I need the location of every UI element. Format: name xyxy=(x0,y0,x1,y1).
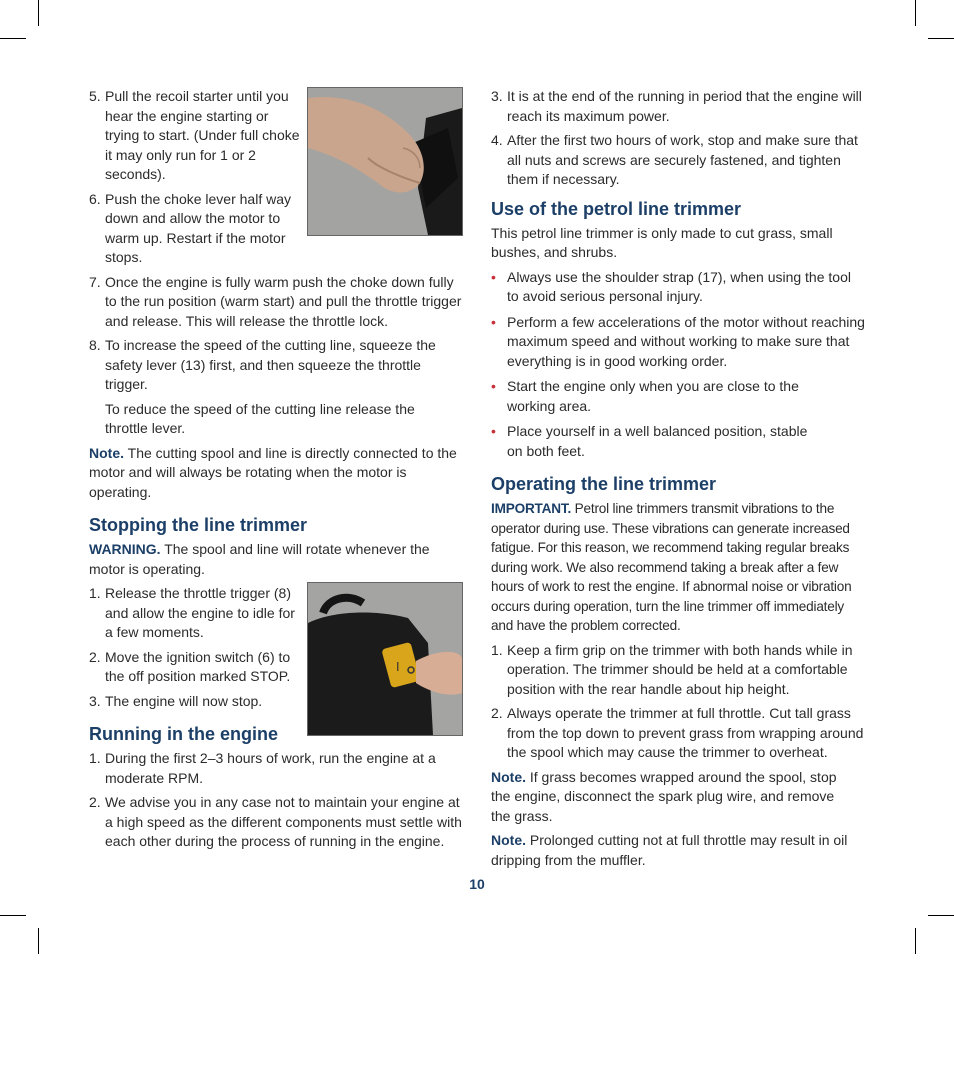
recoil-starter-photo xyxy=(307,87,463,236)
note-label: Note. xyxy=(89,444,124,461)
list-item: 5. Pull the recoil starter until you hear the engine starting or trying to start. (Under full choke it may only run for 1 or 2 seconds). xyxy=(89,88,300,182)
bullet-glyph: • xyxy=(491,378,496,394)
list-item: 4. After the first two hours of work, stop and make sure that all nuts and screws are securely fastened, and tighten them if necessary. xyxy=(491,132,858,187)
crop-mark xyxy=(38,0,39,26)
warning-paragraph xyxy=(89,540,463,579)
note-label: Note. xyxy=(491,832,526,848)
crop-mark xyxy=(0,38,26,39)
crop-mark xyxy=(928,38,954,39)
important-text: Petrol line trimmers transmit vibrations to the operator during use. These vibrations can generate increased fatigue. For this reason, we recommend taking regular breaks during work. We also recommend taking a break after a few hours of work to rest the engine. If abnormal noise or vibration occurs during operation, turn the line trimmer off immediately and have the problem corrected. xyxy=(491,501,852,633)
crop-mark xyxy=(0,915,26,916)
crop-mark xyxy=(915,928,916,954)
list-item: 6. Push the choke lever half way down and allow the motor to warm up. Restart if the motor stops. xyxy=(89,190,291,265)
note-paragraph xyxy=(89,444,463,503)
list-item: 2. Move the ignition switch (6) to the off position marked STOP. xyxy=(89,648,291,684)
list-item: 2. Always operate the trimmer at full throttle. Cut tall grass from the top down to prevent grass from wrapping around the spool which may cause the trimmer to overheat. xyxy=(491,705,864,760)
list-item: 2. We advise you in any case not to maintain your engine at a high speed as the different components must settle with each other during the process of running in the engine. xyxy=(89,794,462,849)
warning-text: The spool and line will rotate whenever the motor is operating. xyxy=(89,541,430,577)
list-item: 1. Release the throttle trigger (8) and allow the engine to idle for a few moments. xyxy=(89,585,295,640)
right-column xyxy=(491,87,865,875)
note-paragraph xyxy=(491,768,841,827)
use-intro: This petrol line trimmer is only made to cut grass, small bushes, and shrubs. xyxy=(491,224,833,260)
list-item: 8. To increase the speed of the cutting line, squeeze the safety lever (13) first, and then squeeze the throttle trigger. xyxy=(89,337,436,392)
crop-mark xyxy=(915,0,916,26)
note-text: The cutting spool and line is directly connected to the motor and will always be rotating when the motor is operating. xyxy=(89,444,457,500)
svg-text:I: I xyxy=(396,660,400,674)
left-column xyxy=(89,87,463,857)
bullet-item: • Always use the shoulder strap (17), when using the tool to avoid serious personal injury. xyxy=(491,268,865,307)
bullet-glyph: • xyxy=(491,268,496,285)
list-item: 7. Once the engine is fully warm push the choke down fully to the run position (warm start) and pull the throttle trigger and release. This will release the throttle lock. xyxy=(89,273,462,329)
use-heading: Use of the petrol line trimmer xyxy=(491,198,742,219)
stopping-heading: Stopping the line trimmer xyxy=(89,515,308,535)
bullet-item: • Start the engine only when you are close to the working area. xyxy=(491,377,811,416)
note-text: If grass becomes wrapped around the spool, stop the engine, disconnect the spark plug wire, and remove the grass. xyxy=(491,768,837,824)
warning-label: WARNING. xyxy=(89,541,161,557)
important-paragraph xyxy=(491,499,865,636)
list-item: 3. It is at the end of the running in period that the engine will reach its maximum power. xyxy=(491,88,862,124)
crop-mark xyxy=(928,915,954,916)
list-item: 1. Keep a firm grip on the trimmer with both hands while in operation. The trimmer should be held at a comfortable position with the rear handle about hip height. xyxy=(491,641,853,697)
list-item: 3. The engine will now stop. xyxy=(89,692,263,709)
note-label: Note. xyxy=(491,768,526,785)
page-number: 10 xyxy=(469,876,485,892)
crop-mark xyxy=(38,928,39,954)
bullet-glyph: • xyxy=(491,313,496,330)
operating-heading: Operating the line trimmer xyxy=(491,474,717,494)
note-paragraph xyxy=(491,831,865,870)
note-text: Prolonged cutting not at full throttle may result in oil dripping from the muffler. xyxy=(491,832,848,868)
bullet-item: • Perform a few accelerations of the motor without reaching maximum speed and without working to make sure that everything is in good working order. xyxy=(491,313,865,372)
bullet-glyph: • xyxy=(491,423,496,439)
ignition-switch-photo xyxy=(307,582,463,736)
step8-extra-text: To reduce the speed of the cutting line release the throttle lever. xyxy=(105,400,415,436)
important-label: IMPORTANT. xyxy=(491,501,572,516)
running-heading: Running in the engine xyxy=(89,724,278,744)
list-item: 1. During the first 2–3 hours of work, run the engine at a moderate RPM. xyxy=(89,750,436,786)
bullet-item: • Place yourself in a well balanced position, stable on both feet. xyxy=(491,422,821,461)
